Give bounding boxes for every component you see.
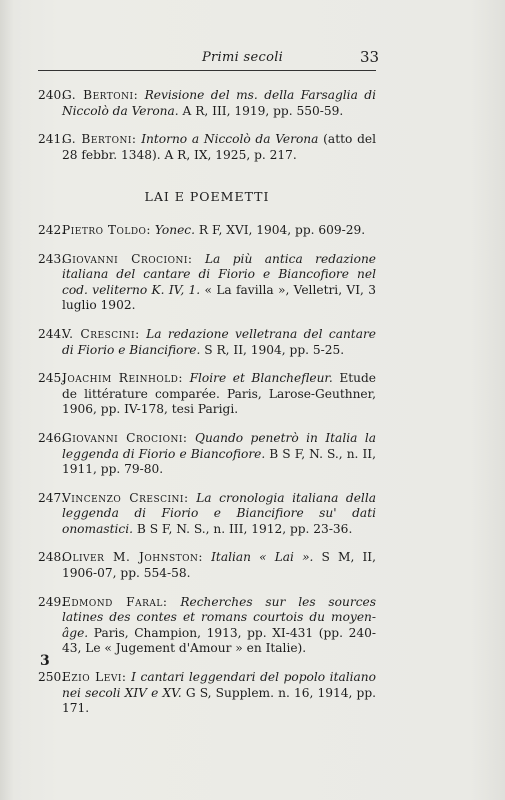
entry-number: 245. xyxy=(38,371,66,386)
section-heading: LAI E POEMETTI xyxy=(144,189,270,205)
entry-details: A R, III, 1919, pp. 550-59. xyxy=(182,103,344,118)
entry-number: 244. xyxy=(38,326,66,341)
page-number: 33 xyxy=(360,48,380,66)
entry-number: 250. xyxy=(38,670,66,685)
bibliography-content xyxy=(38,88,376,730)
entry-details: S M, II, 1906-07, pp. 554-58. xyxy=(62,550,376,581)
entry-text xyxy=(38,670,376,717)
entry-details: Paris, Champion, 1913, pp. XI-431 (pp. 240-43, Le « Jugement d'Amour » en Italie). xyxy=(62,625,377,656)
bibliography-entry xyxy=(38,223,376,239)
entry-number: 247. xyxy=(38,490,66,505)
entry-author: Vincenzo Crescini: xyxy=(62,490,189,505)
entry-list xyxy=(38,223,376,717)
entry-author: Giovanni Crocioni: xyxy=(62,251,193,266)
entry-author: G. Bertoni: xyxy=(62,88,139,102)
entry-title: La cronologia italiana della leggenda di Fiorio e Biancifiore su' dati onomastici. xyxy=(62,490,376,536)
entry-text xyxy=(38,491,376,538)
bibliography-entry xyxy=(38,88,376,119)
entry-title: Quando penetrò in Italia la leggenda di Fiorio e Biancofiore. xyxy=(62,430,377,461)
entry-title: Floire et Blanchefleur. xyxy=(189,371,333,386)
entry-number: 249. xyxy=(38,594,66,609)
entry-author: Edmond Faral: xyxy=(62,594,168,609)
bibliography-entry xyxy=(38,431,376,478)
entry-details: B S F, N. S., n. II, 1911, pp. 79-80. xyxy=(62,446,376,477)
entry-text xyxy=(38,595,376,657)
entry-number: 248. xyxy=(38,550,66,565)
entry-number: 241. xyxy=(38,132,66,147)
bibliography-entry xyxy=(38,670,376,717)
footer-mark: 3 xyxy=(40,653,50,669)
bibliography-entry xyxy=(38,327,376,358)
entry-title: Yonec. xyxy=(154,222,196,237)
entry-text xyxy=(38,132,376,163)
entry-author: Giovanni Crocioni: xyxy=(62,430,188,445)
entry-text xyxy=(38,223,376,239)
entry-title: I cantari leggendari del popolo italiano nei secoli XIV e XV. xyxy=(62,670,376,700)
bibliography-entry xyxy=(38,371,376,418)
entry-details: Etude de littérature comparée. Paris, Larose-Geuthner, 1906, pp. IV-178, tesi Parigi. xyxy=(62,371,376,417)
entry-number: 240. xyxy=(38,88,66,102)
entry-title: Recherches sur les sources latines des contes et romans courtois du moyen-âge. xyxy=(62,594,376,640)
entry-text xyxy=(38,327,376,358)
entry-number: 243. xyxy=(38,251,66,266)
entry-title: La più antica redazione italiana del cantare di Fiorio e Biancofiore nel cod. veliterno K. IV, 1. xyxy=(62,251,377,297)
entry-details: « La favilla », Velletri, VI, 3 luglio 1902. xyxy=(62,282,376,313)
entry-details: S R, II, 1904, pp. 5-25. xyxy=(204,342,345,357)
entry-author: V. Crescini: xyxy=(62,326,140,341)
bibliography-entry xyxy=(38,550,376,581)
entry-author: Joachim Reinhold: xyxy=(62,371,184,386)
entry-details: (atto del 28 febbr. 1348). A R, IX, 1925, p. 217. xyxy=(62,132,376,162)
bibliography-entry xyxy=(38,595,376,657)
bibliography-entry xyxy=(38,491,376,538)
entry-text xyxy=(38,550,376,581)
entry-title: Intorno a Niccolò da Verona xyxy=(141,132,319,147)
entry-details: G S, Supplem. n. 16, 1914, pp. 171. xyxy=(62,685,376,716)
entry-author: Ezio Levi: xyxy=(62,670,127,685)
entry-text xyxy=(38,88,376,119)
entry-title: Italian « Lai ». xyxy=(211,550,314,565)
entry-details: R F, XVI, 1904, pp. 609-29. xyxy=(198,222,366,237)
entry-author: Pietro Toldo: xyxy=(62,222,152,237)
entry-text xyxy=(38,252,376,314)
entry-number: 246. xyxy=(38,430,66,445)
entry-title: Revisione del ms. della Farsaglia di Niccolò da Verona. xyxy=(62,88,376,118)
entry-author: Oliver M. Johnston: xyxy=(62,550,203,565)
running-title: Primi secoli xyxy=(202,50,284,65)
entry-text xyxy=(38,371,376,418)
entry-title: La redazione velletrana del cantare di Fiorio e Biancifiore. xyxy=(62,326,377,357)
entry-number: 242. xyxy=(38,222,66,237)
entry-author: G. Bertoni: xyxy=(62,132,137,147)
bibliography-entry xyxy=(38,252,376,314)
header-rule xyxy=(38,70,376,71)
entry-text xyxy=(38,431,376,478)
entry-details: B S F, N. S., n. III, 1912, pp. 23-36. xyxy=(136,521,353,536)
bibliography-entry xyxy=(38,132,376,163)
